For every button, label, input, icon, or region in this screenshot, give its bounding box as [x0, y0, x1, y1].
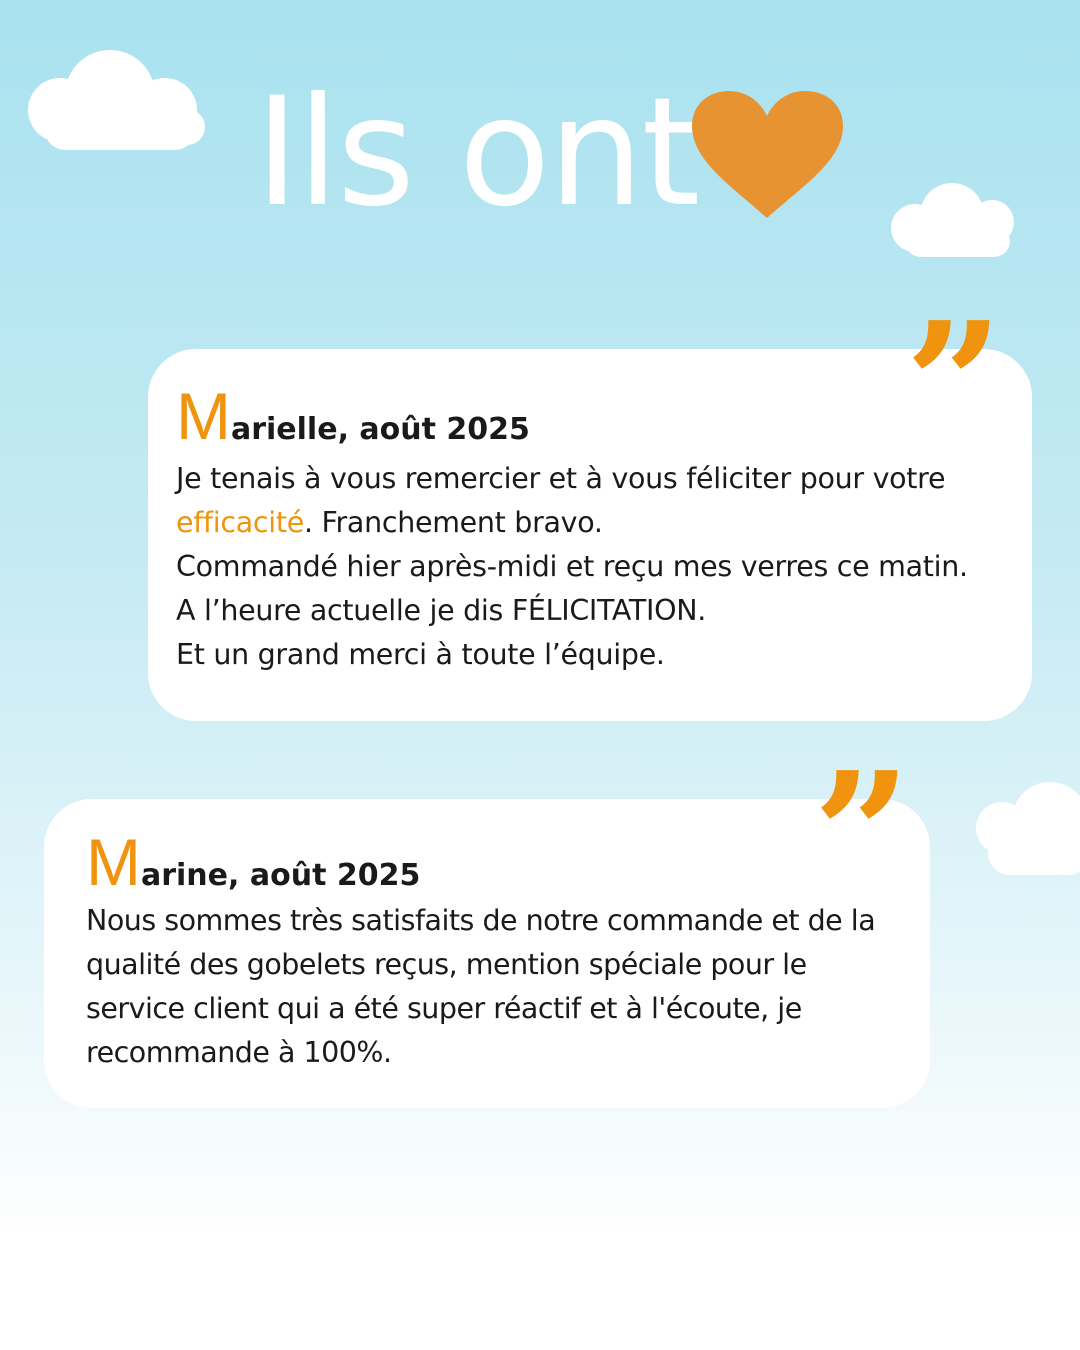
testimonial-paragraph: Nous sommes très satisfaits de notre commande et de la qualité des gobelets reçus, mention spéciale pour le service client qui a été super réactif et à l'écoute, je recommande à 100%. — [86, 904, 876, 1069]
closing-quote-icon: ” — [813, 735, 911, 935]
testimonial-card — [148, 349, 1032, 721]
author-initial: M — [86, 825, 141, 899]
testimonial-line: Commandé hier après-midi et reçu mes verres ce matin. — [176, 550, 968, 583]
testimonial-line: efficacité. Franchement bravo. — [176, 506, 603, 539]
cloud-top-right — [887, 180, 1022, 262]
closing-quote-icon: ” — [905, 285, 1003, 485]
testimonial-card — [44, 799, 930, 1108]
author-name-date: arine, août 2025 — [140, 858, 421, 893]
heart-icon — [690, 90, 845, 225]
testimonial-text — [176, 457, 1012, 677]
author-name-date: arielle, août 2025 — [230, 412, 530, 447]
author-initial: M — [176, 379, 231, 453]
page-title: Ils ont — [255, 66, 699, 240]
testimonial-line: Et un grand merci à toute l’équipe. — [176, 638, 665, 671]
testimonial-author — [86, 825, 910, 899]
cloud-top-left — [15, 45, 210, 165]
testimonial-author — [176, 379, 1012, 453]
testimonial-line: Je tenais à vous remercier et à vous féliciter pour votre — [176, 462, 946, 495]
testimonial-line: A l’heure actuelle je dis FÉLICITATION. — [176, 594, 707, 627]
cloud-right — [970, 780, 1080, 880]
testimonial-text — [86, 899, 910, 1075]
highlighted-word: efficacité — [176, 506, 304, 539]
